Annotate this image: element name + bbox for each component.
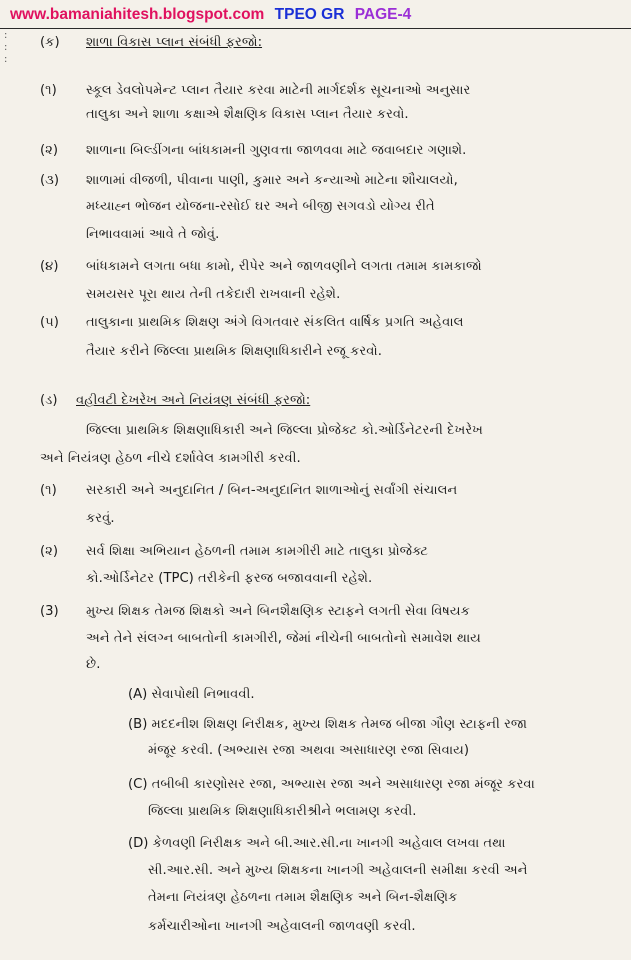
section-d-number: (ડ) — [40, 393, 58, 408]
section-k-item-2-number: (૨) — [40, 143, 59, 158]
subitem-d-line-1: (D) કેળવણી નિરીક્ષક અને બી.આર.સી.ના ખાનગી અહેવાલ લખવા તથા — [128, 836, 506, 851]
subitem-a-line-1: (A) સેવાપોથી નિભાવવી. — [128, 687, 255, 702]
blog-url[interactable]: www.bamaniahitesh.blogspot.com — [10, 6, 265, 23]
section-d-item-1-number: (૧) — [40, 483, 57, 498]
section-k-item-3-number: (૩) — [40, 173, 60, 188]
section-d-item-3-line-2: અને તેને સંલગ્ન બાબતોની કામગીરી, જેમાં નીચેની બાબતોનો સમાવેશ થાય — [86, 631, 481, 646]
section-k-item-4-line-1: બાંધકામને લગતા બધા કામો, રીપેર અને જાળવણીને લગતા તમામ કામકાજો — [86, 259, 482, 274]
binding-dots: : : : — [4, 30, 8, 65]
section-d-item-2-line-2: કો.ઓર્ડિનેટર (TPC) તરીકેની ફરજ બજાવવાની રહેશે. — [86, 571, 373, 586]
section-k-item-5-line-1: તાલુકાના પ્રાથમિક શિક્ષણ અંગે વિગતવાર સંકલિત વાર્ષિક પ્રગતિ અહેવાલ — [86, 315, 464, 330]
subitem-d-line-3: તેમના નિયંત્રણ હેઠળના તમામ શૈક્ષણિક અને બિન-શૈક્ષણિક — [148, 890, 458, 905]
section-k-item-3-line-2: મધ્યાહ્ન ભોજન યોજના-રસોઈ ઘર અને બીજી સગવડો યોગ્ય રીતે — [86, 199, 435, 214]
section-d-intro-line-2: અને નિયંત્રણ હેઠળ નીચે દર્શાવેલ કામગીરી કરવી. — [40, 451, 301, 466]
section-k-item-5-line-2: તૈયાર કરીને જિલ્લા પ્રાથમિક શિક્ષણાધિકારીને રજૂ કરવો. — [86, 344, 382, 359]
subitem-b-line-2: મંજૂર કરવી. (અભ્યાસ રજા અથવા અસાધારણ રજા સિવાય) — [148, 743, 470, 758]
doc-label: TPEO GR — [274, 6, 345, 23]
section-k-item-4-line-2: સમયસર પૂરા થાય તેની તકેદારી રાખવાની રહેશે. — [86, 287, 341, 302]
section-d-item-3-line-3: છે. — [86, 657, 101, 672]
subitem-d-line-2: સી.આર.સી. અને મુખ્ય શિક્ષકના ખાનગી અહેવાલની સમીક્ષા કરવી અને — [148, 863, 528, 878]
section-k-item-1-line-1: સ્કૂલ ડેવલોપમેન્ટ પ્લાન તૈયાર કરવા માટેની માર્ગદર્શક સૂચનાઓ અનુસાર — [86, 83, 471, 98]
section-d-title: વહીવટી દેખરેખ અને નિયંત્રણ સંબંધી ફરજો: — [76, 393, 311, 408]
section-k-item-3-line-1: શાળામાં વીજળી, પીવાના પાણી, કુમાર અને કન્યાઓ માટેના શૌચાલયો, — [86, 173, 458, 188]
subitem-b-line-1: (B) મદદનીશ શિક્ષણ નિરીક્ષક, મુખ્ય શિક્ષક તેમજ બીજા ગૌણ સ્ટાફની રજા — [128, 717, 528, 732]
section-k-item-1-line-2: તાલુકા અને શાળા કક્ષાએ શૈક્ષણિક વિકાસ પ્લાન તૈયાર કરવો. — [86, 107, 409, 122]
subitem-c-line-2: જિલ્લા પ્રાથમિક શિક્ષણાધિકારીશ્રીને ભલામણ કરવી. — [148, 804, 417, 819]
header-rule — [0, 28, 631, 29]
section-k-title: શાળા વિકાસ પ્લાન સંબંધી ફરજો: — [86, 35, 263, 50]
section-d-item-2-line-1: સર્વ શિક્ષા અભિયાન હેઠળની તમામ કામગીરી માટે તાલુકા પ્રોજેક્ટ — [86, 544, 429, 559]
page-label: PAGE-4 — [354, 6, 412, 23]
section-d-item-1-line-1: સરકારી અને અનુદાનિત / બિન-અનુદાનિત શાળાઓનું સર્વાંગી સંચાલન — [86, 483, 458, 498]
section-k-item-2-line-1: શાળાના બિલ્ડીંગના બાંધકામની ગુણવત્તા જાળવવા માટે જવાબદાર ગણાશે. — [86, 143, 467, 158]
section-d-item-3-number: (3) — [40, 604, 59, 619]
section-d-intro-line-1: જિલ્લા પ્રાથમિક શિક્ષણાધિકારી અને જિલ્લા પ્રોજેક્ટ કો.ઓર્ડિનેટરની દેખરેખ — [86, 423, 483, 438]
section-d-item-2-number: (૨) — [40, 544, 59, 559]
section-k-item-4-number: (૪) — [40, 259, 59, 274]
subitem-d-line-4: કર્મચારીઓના ખાનગી અહેવાલની જાળવણી કરવી. — [148, 919, 416, 934]
section-d-item-3-line-1: મુખ્ય શિક્ષક તેમજ શિક્ષકો અને બિનશૈક્ષણિક સ્ટાફને લગતી સેવા વિષયક — [86, 604, 470, 619]
subitem-c-line-1: (C) તબીબી કારણોસર રજા, અભ્યાસ રજા અને અસાધારણ રજા મંજૂર કરવા — [128, 777, 535, 792]
section-k-item-3-line-3: નિભાવવામાં આવે તે જોવું. — [86, 227, 220, 242]
page-header — [10, 6, 411, 24]
section-k-item-5-number: (૫) — [40, 315, 59, 330]
section-k-number: (ક) — [40, 35, 60, 50]
section-k-item-1-number: (૧) — [40, 83, 57, 98]
section-d-item-1-line-2: કરવું. — [86, 511, 115, 526]
